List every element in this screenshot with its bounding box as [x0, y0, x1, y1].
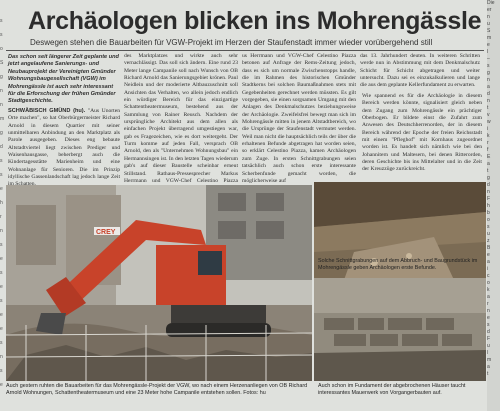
- excavator-brand-label: CREY: [96, 229, 116, 236]
- foundation-scene: [314, 278, 486, 381]
- article-column-2: des Marktplatzes und wirkte auch sehr vernachlässigt. Das soll sich ändern. Eine rund 23 Meter lange Campanile soll nach Wunsch von OB Richard Arnold das Sanierungsgebiet krönen. Paul Neidlein und der moderierte Altbauzuschnitt soll Ansichten das Verhalten, wo allein jedoch endlich ein würdiger Bereich für das einzigartige Schattentheatermuseum, bestehend aus der Sammlung von Rainer Reusch. Nachdem der ursprüngliche Architekt aus dem allen als einfachen Projekt überragend umgestiegen war, gab es Fragezeichen, wie es dort weitergeht. Der Turm komme auf jeden Fall, versprach OB Arnold, den als "Unternehmen Wohnungsbau" ein Hermannsingen ist. In den letzten Tagen wiederum gab's auf dieser Baustelle scheinbar erneut Stillstand. Rathaus-Pressesprecher Markus Herrmann und VGW-Chef Celestino Piazza: [124, 53, 238, 184]
- intro-paragraph: Das schon seit längerer Zeit geplante und jetzt angelaufene Sanierungs- und Neubauprojekt der Vereinigten Gmünder Wohnungsbaugesellschaft (VGW) im Mohrengässle ist auch sehr interessant für die Erforschung der frühen Gmünder Stadtgeschichte.: [8, 54, 119, 105]
- left-margin-text: s s o S g n n m g d s s e h r n s e s e s e e s n s e: [0, 18, 5, 388]
- article-column-3: us Herrmann und VGW-Chef Celestino Piazza betonen auf Anfrage der Rems-Zeitung jedoch, dass es sich um normale Zwischenstopps handle, die im Rahmen des historischen Gmünder Stadtkerns bei solchen Baumaßnahmen stets mit Gegebenheiten gerechnet werden müssten. Es gilt vorgegeben, sie einen sorgsamen Umgang mit den Anlagen des Denkmalschutzes beziehungsweise der Archäologie. Zweifelsfrei bewegt man sich im Mohrengässle mitten in jenem Altstadtbereich, wo die Ursprünge der Staufenstadt vermutet werden. Weil man nicht die hauptsächlich teils der über die erhaltenen Befunde abgetragen hat worden seien, so erklärt Celestino Piazza, kamen Archäologen zum Zuge. In ersten Schnittgrabungen seien tatsächlich auch schon erste interessante Scherbenfunde gemacht worden, die möglicherweise auf: [242, 53, 356, 184]
- article-column-1: [8, 108, 120, 188]
- column-1-text: "Aus Unorten Orte machen", so hat Oberbürgermeister Richard Arnold in diesem Quartier mit seiner unmittelbaren Anbindung an den Marktplatz als Parole ausgegeben. Dieses eng bebaute Altstadtviertel liegt zwischen Prediger und Waisenhausgasse, beherbergt auch die Kindertagesstätte Marienheim und eine Wohnanlage für Senioren. Die im Prinzip idyllische Gassenlandschaft lag jedoch lange Zeit: [8, 108, 121, 181]
- headline-divider: [6, 50, 484, 51]
- article-column-4: das 13. Jahrhundert deuten. In weiteren Schritten werde nun in Abstimmung mit dem Denkmalschutz Schicht für Schicht abgetragen und weiter untersucht. Dazu sei es einzukalkulieren und lange die aus dem geplante Kellerfundament zu erwarten.: [360, 53, 480, 89]
- excavator-scene: [6, 185, 312, 381]
- caption-main-text: Auch gestern ruhten die Bauarbeiten für das Mohrengässle-Projekt der VGW, wo nach einem Herzenanliegen von OB Richard Arnold Wohnungen, Schattentheatermuseum und eine 23 Meter hohe Campanile entstehen sollen.: [6, 383, 308, 396]
- photo-credit: Fotos: hu: [243, 390, 266, 396]
- dateline: SCHWÄBISCH GMÜND (hu).: [8, 108, 86, 114]
- caption-trench-photo: Solche Schnittgrabungen auf dem Abbruch- und Baugrundstück im Mohrengässle geben Archäologen erste Befunde.: [318, 258, 478, 271]
- main-photo-excavator: [6, 185, 312, 381]
- caption-main-photo: [6, 383, 312, 397]
- photo-foundation-wall: [314, 278, 486, 381]
- headline: Archäologen blicken ins Mohrengässle: [28, 7, 482, 35]
- caption-foundation-photo: Auch schon im Fundament der abgebrochenen Häuser taucht interessantes Mauerwerk von Vorgangerbauten auf.: [318, 383, 466, 396]
- adjacent-article-edge: Die er n u S m e l – s g n a d n t v w i k r f E a t g d n F h b o s u z B e a i c o k a r n e s d F u l m a t: [487, 0, 500, 411]
- article-column-5: Wie spannend es für die Archäologie in diesem Bereich werden könnte, signalisiert gleich neben dem Zugang zum Mohrengässle ein prächtiger Oberbogen. Er bildete einst die Zufahrt zum Anwesen des Deutschherrenorden, der in diesem Bereich während der Epoche der freien Reichsstadt mit einem "Pfleghof" mit Kornhaus zugeordnet worden ist. Es handelt sich nämlich wie bei den Johannitern und Maltesern, bei denen Ritterorden, deren Geschichte bis ins Mittelalter und in die Zeit der Kreuzzüge zurückreicht.: [362, 93, 482, 173]
- subheadline: Deswegen stehen die Bauarbeiten für VGW-Projekt im Herzen der Staufenstadt immer wieder vorübergehend still: [30, 38, 433, 47]
